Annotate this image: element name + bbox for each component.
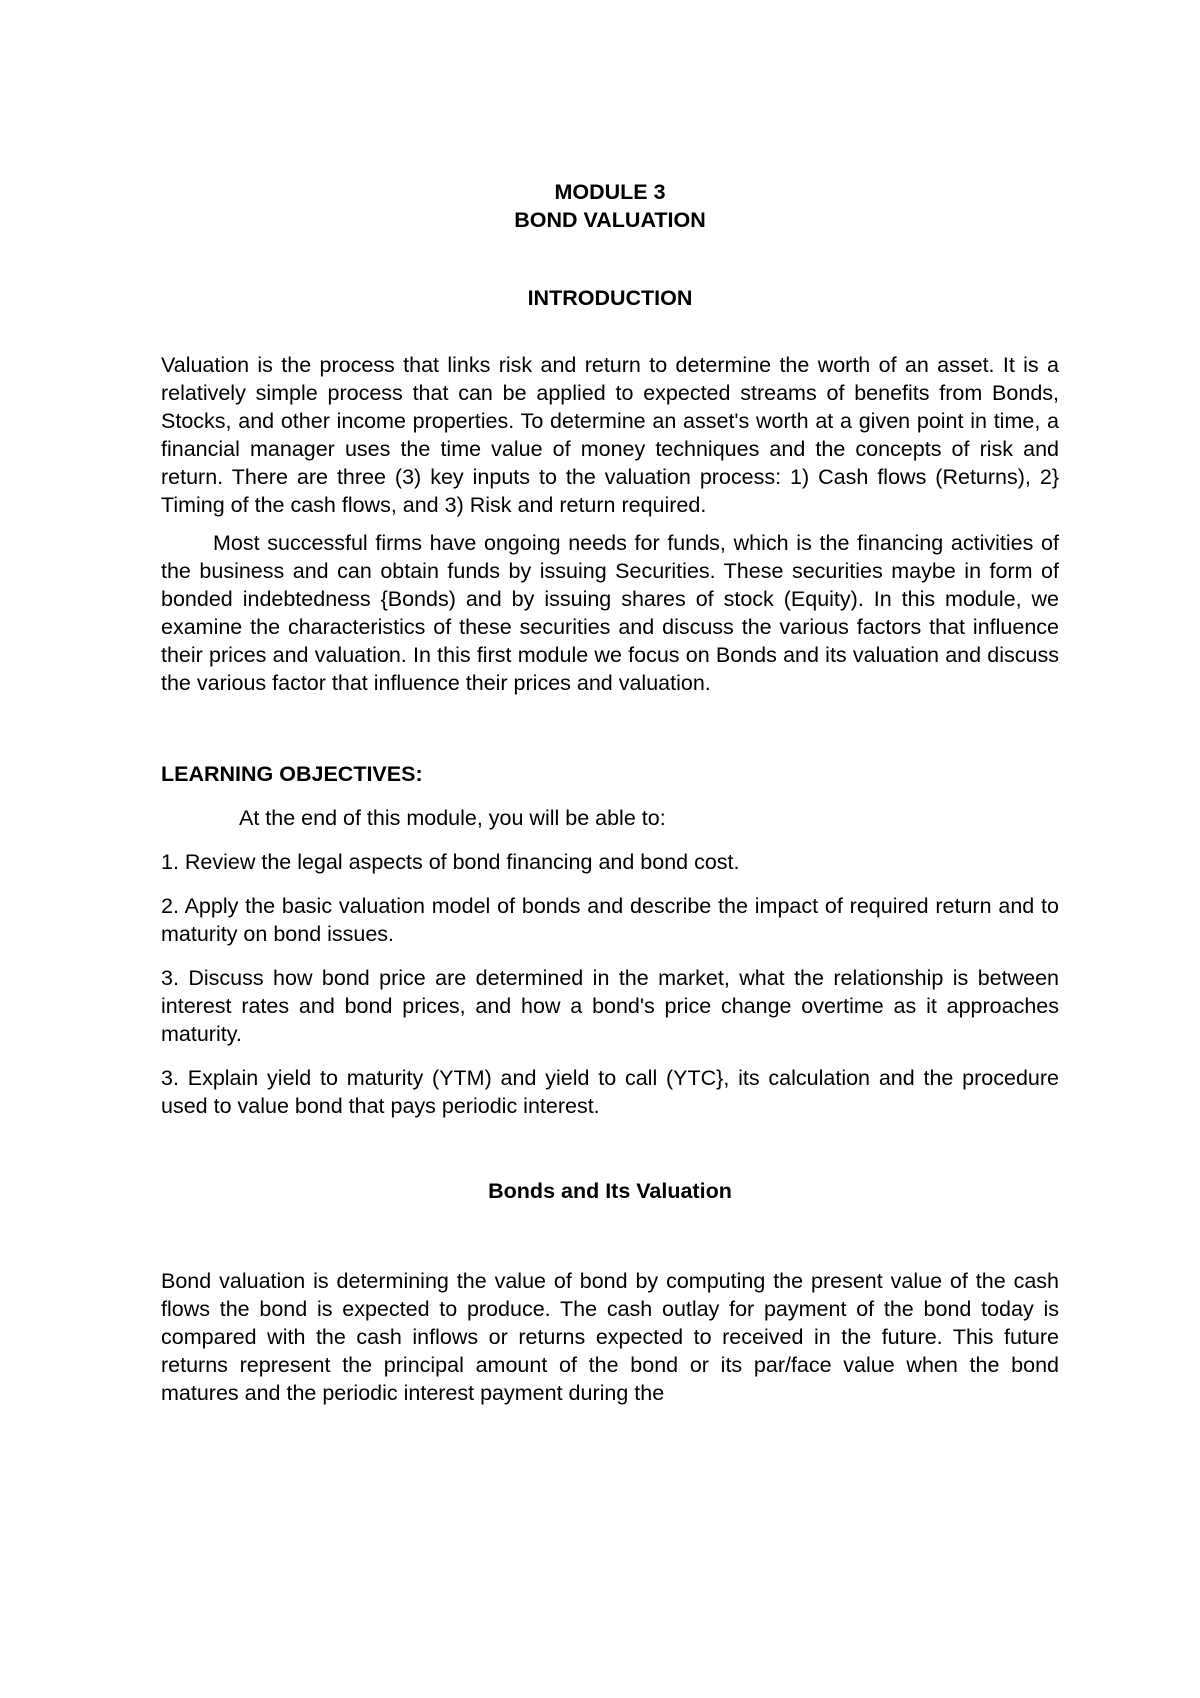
- objective-item-3: 3. Discuss how bond price are determined in the market, what the relationship is between interest rates and bond prices, and how a bond's price change overtime as it approaches maturity.: [161, 966, 1059, 1046]
- learning-objectives-heading: LEARNING OBJECTIVES:: [161, 762, 423, 786]
- bonds-section-paragraph: Bond valuation is determining the value of bond by computing the present value of the cash flows the bond is expected to produce. The cash outlay for payment of the bond today is compared with the cash inflows or returns expected to received in the future. This future returns represent the principal amount of the bond or its par/face value when the bond matures and the periodic interest payment during the: [161, 1269, 1059, 1405]
- intro-paragraph-1: Valuation is the process that links risk and return to determine the worth of an asset. It is a relatively simple process that can be applied to expected streams of benefits from Bonds, Stocks, and other income properties. To determine an asset's worth at a given point in time, a financial manager uses the time value of money techniques and the concepts of risk and return. There are three (3) key inputs to the valuation process: 1) Cash flows (Returns), 2} Timing of the cash flows, and 3) Risk and return required.: [161, 353, 1059, 517]
- document-content: [161, 178, 1059, 1407]
- introduction-heading: INTRODUCTION: [527, 286, 693, 310]
- intro-paragraph-2: Most successful firms have ongoing needs for funds, which is the financing activities of the business and can obtain funds by issuing Securities. These securities maybe in form of bonded indebtedness {Bonds) and by issuing shares of stock (Equity). In this module, we examine the characteristics of these securities and discuss the various factors that influence their prices and valuation. In this first module we focus on Bonds and its valuation and discuss the various factor that influence their prices and valuation.: [161, 531, 1059, 695]
- objective-item-2: 2. Apply the basic valuation model of bonds and describe the impact of required return and to maturity on bond issues.: [161, 894, 1059, 946]
- objective-item-1: 1. Review the legal aspects of bond financing and bond cost.: [161, 850, 740, 874]
- objectives-intro: At the end of this module, you will be able to:: [239, 806, 666, 830]
- bonds-section-heading: Bonds and Its Valuation: [488, 1179, 732, 1203]
- module-label: MODULE 3: [554, 180, 666, 204]
- objective-item-4: 3. Explain yield to maturity (YTM) and yield to call (YTC}, its calculation and the procedure used to value bond that pays periodic interest.: [161, 1066, 1059, 1118]
- module-title: BOND VALUATION: [514, 208, 706, 232]
